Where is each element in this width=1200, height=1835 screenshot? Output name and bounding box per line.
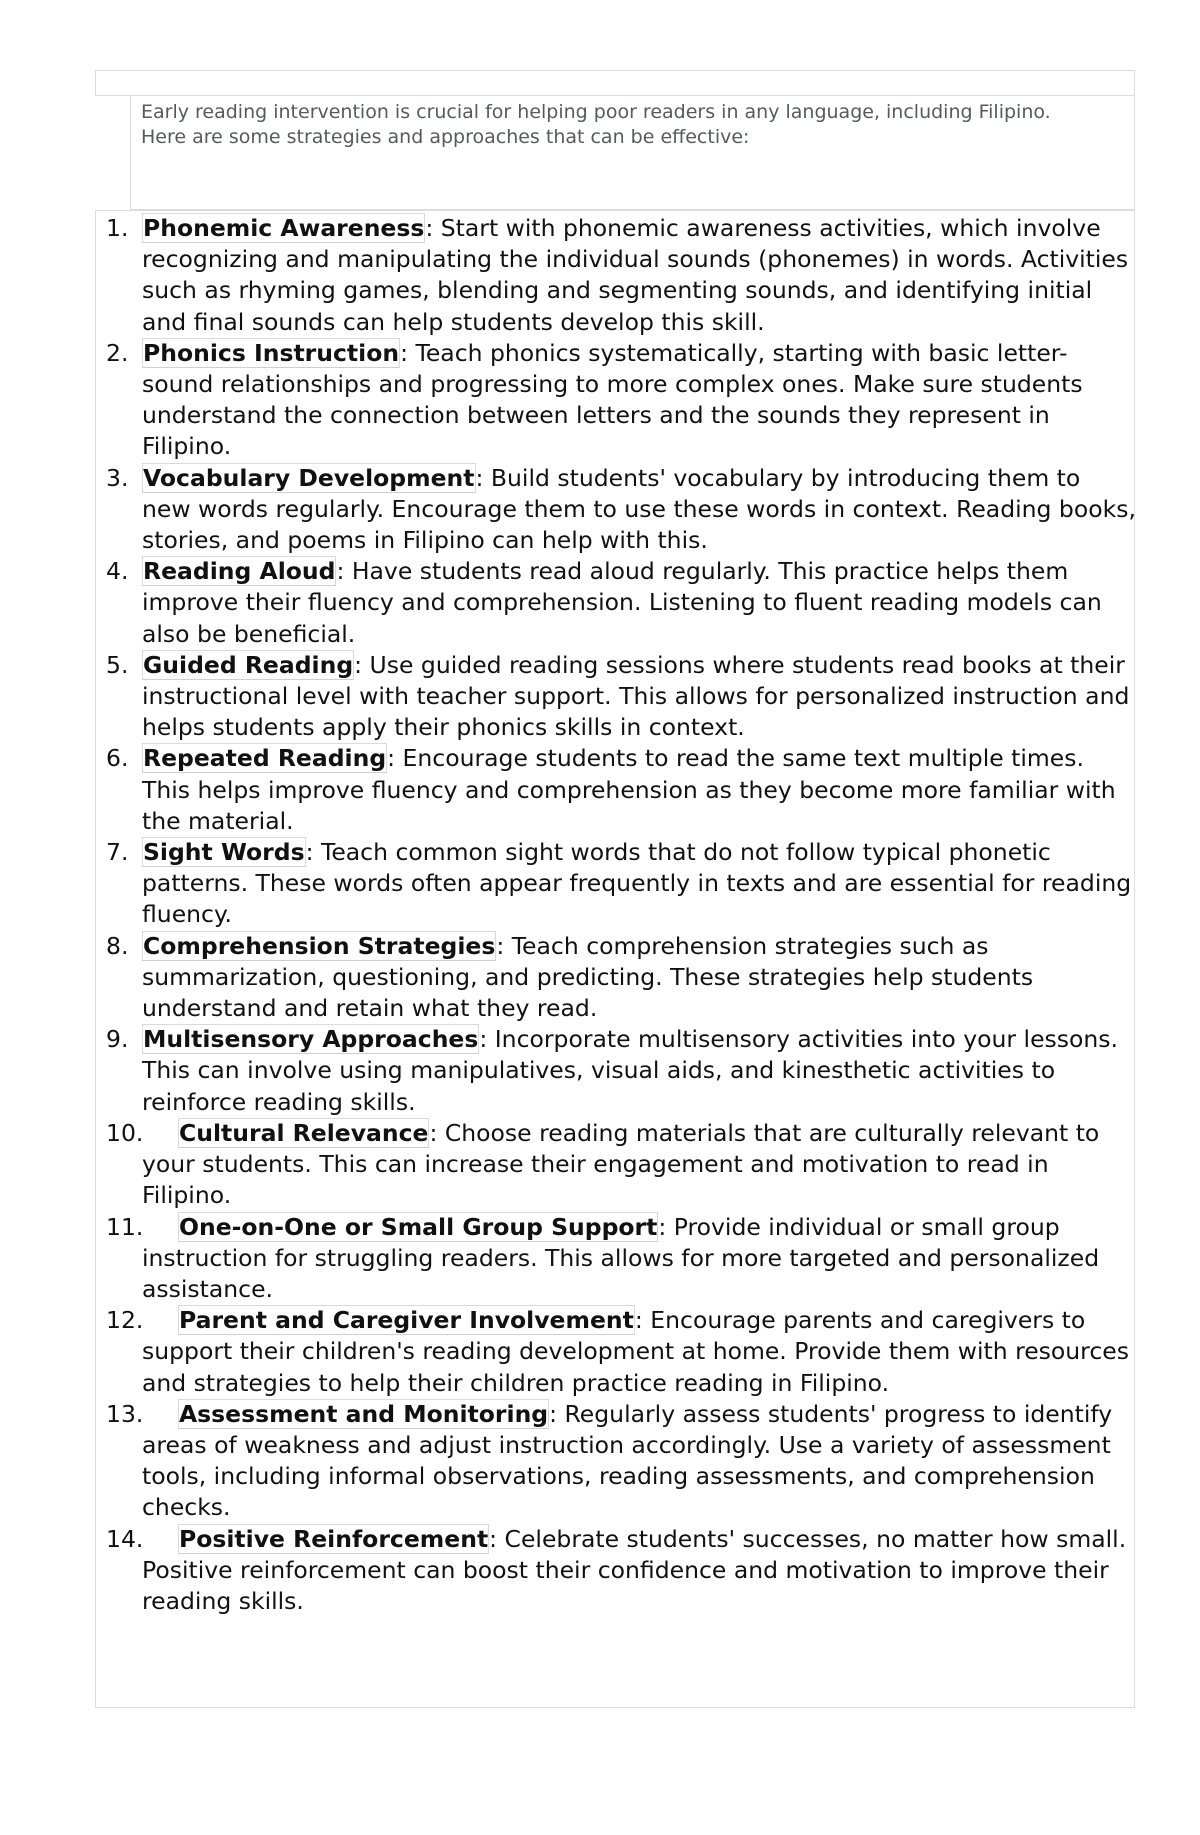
item-number: 1. <box>106 214 129 242</box>
item-term: Repeated Reading <box>143 744 387 773</box>
strategies-cell <box>95 210 1135 1708</box>
item-term: Reading Aloud <box>143 557 336 586</box>
list-item <box>106 463 1136 557</box>
item-text: : Teach comprehension strategies such as summarization, questioning, and predicting. These strategies help students understand and retain what they read. <box>142 931 1034 1023</box>
item-number: 12. <box>106 1306 144 1335</box>
intro-cell <box>130 96 1135 210</box>
item-number: 5. <box>106 650 129 679</box>
item-number: 4. <box>106 557 129 586</box>
header-cell <box>95 70 1135 96</box>
item-text: : Regularly assess students' progress to identify areas of weakness and adjust instruction accordingly. Use a variety of assessment tools, including informal observations, reading assessments, and comprehension checks. <box>142 1399 1113 1522</box>
item-text: : Choose reading materials that are culturally relevant to your students. This can increase their engagement and motivation to read in Filipino. <box>142 1118 1100 1210</box>
item-number: 6. <box>106 744 129 773</box>
item-number: 7. <box>106 838 129 867</box>
list-item <box>106 213 1136 338</box>
item-term: One-on-One or Small Group Support <box>179 1212 658 1241</box>
list-item <box>106 1118 1136 1212</box>
item-number: 10. <box>106 1118 144 1147</box>
item-text: : Use guided reading sessions where students read books at their instructional level with teacher support. This allows for personalized instruction and helps students apply their phonics skills in context. <box>142 650 1130 742</box>
item-term: Multisensory Approaches <box>143 1025 479 1054</box>
item-text: : Have students read aloud regularly. This practice helps them improve their fluency and comprehension. Listening to fluent reading models can also be beneficial. <box>142 557 1102 648</box>
item-term: Assessment and Monitoring <box>179 1399 549 1428</box>
item-text: : Encourage parents and caregivers to support their children's reading development at home. Provide them with resources and strategies to help their children practice reading in Filipino. <box>142 1306 1129 1397</box>
item-text: : Start with phonemic awareness activities, which involve recognizing and manipulating the individual sounds (phonemes) in words. Activities such as rhyming games, blending and segmenting sounds, and identifying initial and final sounds can help students develop this skill. <box>142 214 1129 336</box>
item-number: 2. <box>106 338 129 367</box>
item-text: : Build students' vocabulary by introducing them to new words regularly. Encourage them to use these words in context. Reading books, stories, and poems in Filipino can help with this. <box>142 463 1136 555</box>
item-term: Phonics Instruction <box>143 338 400 367</box>
item-number: 8. <box>106 931 129 960</box>
item-text: : Provide individual or small group instruction for struggling readers. This allows for more targeted and personalized assistance. <box>142 1212 1100 1303</box>
list-item <box>106 650 1136 744</box>
item-text: : Teach common sight words that do not follow typical phonetic patterns. These words often appear frequently in texts and are essential for reading fluency. <box>142 838 1132 929</box>
item-term: Positive Reinforcement <box>179 1524 489 1553</box>
item-number: 14. <box>106 1524 144 1553</box>
list-item <box>106 556 1136 650</box>
item-number: 13. <box>106 1399 144 1428</box>
item-number: 3. <box>106 463 129 492</box>
list-item <box>106 743 1136 837</box>
item-text: : Teach phonics systematically, starting with basic letter-sound relationships and progressing to more complex ones. Make sure students understand the connection between letters and the sounds they represent in Filipino. <box>142 338 1083 461</box>
list-item <box>106 1399 1136 1524</box>
item-text: : Incorporate multisensory activities into your lessons. This can involve using manipulatives, visual aids, and kinesthetic activities to reinforce reading skills. <box>142 1025 1119 1116</box>
item-term: Sight Words <box>143 838 305 867</box>
list-item <box>106 1024 1136 1118</box>
item-term: Cultural Relevance <box>179 1118 429 1147</box>
item-term: Phonemic Awareness <box>143 214 425 242</box>
item-number: 11. <box>106 1212 144 1241</box>
item-text: : Celebrate students' successes, no matter how small. Positive reinforcement can boost their confidence and motivation to improve their reading skills. <box>142 1524 1127 1615</box>
list-item <box>106 931 1136 1025</box>
list-item <box>106 1212 1136 1306</box>
list-item <box>106 338 1136 463</box>
list-item <box>106 1524 1136 1618</box>
item-term: Guided Reading <box>143 650 354 679</box>
item-term: Comprehension Strategies <box>143 931 496 960</box>
item-term: Parent and Caregiver Involvement <box>179 1306 634 1335</box>
item-text: : Encourage students to read the same text multiple times. This helps improve fluency and comprehension as they become more familiar with the material. <box>142 744 1116 835</box>
intro-paragraph: Early reading intervention is crucial for helping poor readers in any language, including Filipino. Here are some strategies and approaches that can be effective: <box>141 101 1051 148</box>
list-item <box>106 837 1136 931</box>
list-item <box>106 1305 1136 1399</box>
item-number: 9. <box>106 1025 129 1054</box>
strategies-list <box>106 213 1136 1617</box>
item-term: Vocabulary Development <box>143 463 475 492</box>
